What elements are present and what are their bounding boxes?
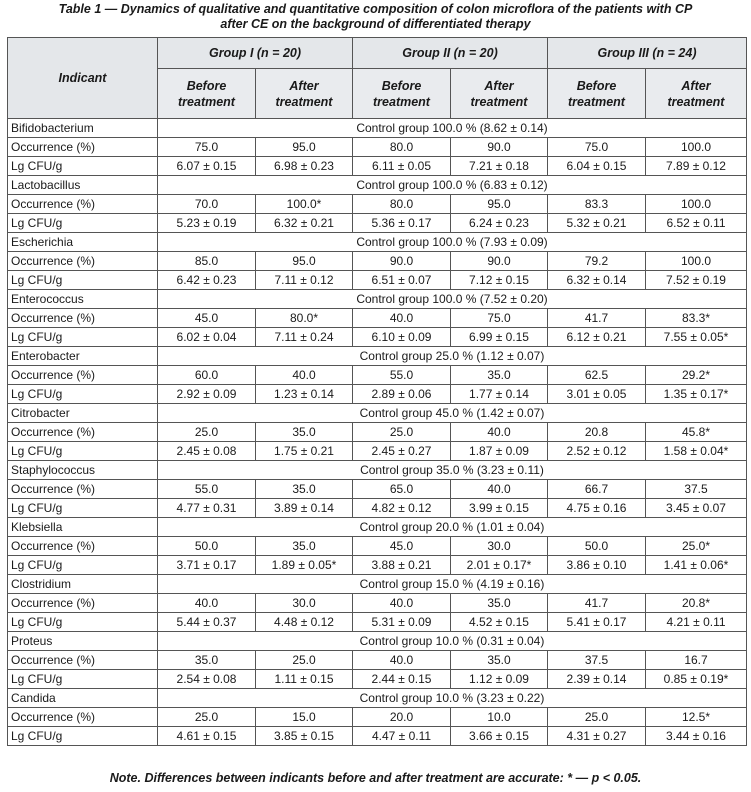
row-label: Lg CFU/g xyxy=(8,157,158,176)
before-treatment-header: Before treatment xyxy=(353,69,451,119)
row-label: Occurrence (%) xyxy=(8,651,158,670)
row-label: Occurrence (%) xyxy=(8,138,158,157)
organism-row xyxy=(8,518,747,537)
row-label: Lg CFU/g xyxy=(8,613,158,632)
value-cell: 12.5* xyxy=(646,708,747,727)
value-cell: 35.0 xyxy=(451,366,548,385)
value-cell: 50.0 xyxy=(158,537,256,556)
after-treatment-header: After treatment xyxy=(646,69,747,119)
value-cell: 40.0 xyxy=(451,480,548,499)
before-treatment-header: Before treatment xyxy=(548,69,646,119)
group-header: Group I (n = 20) xyxy=(158,38,353,69)
value-cell: 4.75 ± 0.16 xyxy=(548,499,646,518)
occurrence-row xyxy=(8,195,747,214)
organism-name: Proteus xyxy=(8,632,158,651)
lg-cfu-row xyxy=(8,670,747,689)
value-cell: 4.31 ± 0.27 xyxy=(548,727,646,746)
value-cell: 1.11 ± 0.15 xyxy=(256,670,353,689)
organism-name: Clostridium xyxy=(8,575,158,594)
value-cell: 100.0* xyxy=(256,195,353,214)
value-cell: 4.21 ± 0.11 xyxy=(646,613,747,632)
value-cell: 3.88 ± 0.21 xyxy=(353,556,451,575)
value-cell: 80.0 xyxy=(353,195,451,214)
value-cell: 4.47 ± 0.11 xyxy=(353,727,451,746)
row-label: Lg CFU/g xyxy=(8,556,158,575)
row-label: Occurrence (%) xyxy=(8,708,158,727)
value-cell: 25.0 xyxy=(353,423,451,442)
value-cell: 75.0 xyxy=(548,138,646,157)
value-cell: 75.0 xyxy=(158,138,256,157)
occurrence-row xyxy=(8,651,747,670)
value-cell: 3.44 ± 0.16 xyxy=(646,727,747,746)
value-cell: 7.11 ± 0.12 xyxy=(256,271,353,290)
value-cell: 25.0 xyxy=(256,651,353,670)
value-cell: 7.89 ± 0.12 xyxy=(646,157,747,176)
table-note: Note. Differences between indicants before and after treatment are accurate: * — p < 0.05. xyxy=(109,771,642,785)
value-cell: 2.45 ± 0.08 xyxy=(158,442,256,461)
group-header: Group II (n = 20) xyxy=(353,38,548,69)
value-cell: 6.04 ± 0.15 xyxy=(548,157,646,176)
value-cell: 3.89 ± 0.14 xyxy=(256,499,353,518)
row-label: Occurrence (%) xyxy=(8,195,158,214)
organism-name: Candida xyxy=(8,689,158,708)
value-cell: 55.0 xyxy=(353,366,451,385)
row-label: Lg CFU/g xyxy=(8,385,158,404)
value-cell: 25.0* xyxy=(646,537,747,556)
value-cell: 4.48 ± 0.12 xyxy=(256,613,353,632)
value-cell: 6.24 ± 0.23 xyxy=(451,214,548,233)
organism-row xyxy=(8,575,747,594)
after-treatment-header: After treatment xyxy=(451,69,548,119)
occurrence-row xyxy=(8,708,747,727)
value-cell: 3.66 ± 0.15 xyxy=(451,727,548,746)
value-cell: 7.11 ± 0.24 xyxy=(256,328,353,347)
value-cell: 1.23 ± 0.14 xyxy=(256,385,353,404)
caption-line-2: after CE on the background of differentiated therapy xyxy=(220,17,531,31)
value-cell: 2.45 ± 0.27 xyxy=(353,442,451,461)
value-cell: 30.0 xyxy=(256,594,353,613)
control-group-value: Control group 45.0 % (1.42 ± 0.07) xyxy=(158,404,747,423)
organism-name: Klebsiella xyxy=(8,518,158,537)
control-group-value: Control group 25.0 % (1.12 ± 0.07) xyxy=(158,347,747,366)
row-label: Lg CFU/g xyxy=(8,727,158,746)
value-cell: 15.0 xyxy=(256,708,353,727)
value-cell: 25.0 xyxy=(158,423,256,442)
table-caption xyxy=(0,0,751,34)
row-label: Lg CFU/g xyxy=(8,328,158,347)
lg-cfu-row xyxy=(8,499,747,518)
row-label: Lg CFU/g xyxy=(8,442,158,461)
organism-row xyxy=(8,347,747,366)
header-row-groups xyxy=(8,38,747,69)
control-group-value: Control group 15.0 % (4.19 ± 0.16) xyxy=(158,575,747,594)
value-cell: 7.55 ± 0.05* xyxy=(646,328,747,347)
control-group-value: Control group 20.0 % (1.01 ± 0.04) xyxy=(158,518,747,537)
value-cell: 6.02 ± 0.04 xyxy=(158,328,256,347)
value-cell: 2.39 ± 0.14 xyxy=(548,670,646,689)
occurrence-row xyxy=(8,594,747,613)
organism-row xyxy=(8,404,747,423)
value-cell: 3.99 ± 0.15 xyxy=(451,499,548,518)
value-cell: 2.52 ± 0.12 xyxy=(548,442,646,461)
value-cell: 6.42 ± 0.23 xyxy=(158,271,256,290)
value-cell: 20.8 xyxy=(548,423,646,442)
value-cell: 35.0 xyxy=(256,537,353,556)
organism-row xyxy=(8,233,747,252)
before-treatment-header: Before treatment xyxy=(158,69,256,119)
table-body xyxy=(8,119,747,746)
value-cell: 90.0 xyxy=(451,252,548,271)
value-cell: 0.85 ± 0.19* xyxy=(646,670,747,689)
group-header: Group III (n = 24) xyxy=(548,38,747,69)
row-label: Lg CFU/g xyxy=(8,670,158,689)
row-label: Occurrence (%) xyxy=(8,366,158,385)
value-cell: 5.32 ± 0.21 xyxy=(548,214,646,233)
control-group-value: Control group 100.0 % (8.62 ± 0.14) xyxy=(158,119,747,138)
value-cell: 80.0* xyxy=(256,309,353,328)
after-treatment-header: After treatment xyxy=(256,69,353,119)
value-cell: 40.0 xyxy=(353,651,451,670)
value-cell: 6.07 ± 0.15 xyxy=(158,157,256,176)
value-cell: 5.31 ± 0.09 xyxy=(353,613,451,632)
value-cell: 75.0 xyxy=(451,309,548,328)
organism-row xyxy=(8,632,747,651)
value-cell: 1.89 ± 0.05* xyxy=(256,556,353,575)
organism-name: Bifidobacterium xyxy=(8,119,158,138)
value-cell: 6.10 ± 0.09 xyxy=(353,328,451,347)
value-cell: 40.0 xyxy=(353,594,451,613)
value-cell: 100.0 xyxy=(646,252,747,271)
value-cell: 6.11 ± 0.05 xyxy=(353,157,451,176)
row-label: Occurrence (%) xyxy=(8,537,158,556)
occurrence-row xyxy=(8,423,747,442)
caption-line-1: Table 1 — Dynamics of qualitative and quantitative composition of colon microflora of the patients with CP xyxy=(58,2,693,16)
value-cell: 20.8* xyxy=(646,594,747,613)
row-label: Occurrence (%) xyxy=(8,594,158,613)
row-label: Lg CFU/g xyxy=(8,214,158,233)
value-cell: 30.0 xyxy=(451,537,548,556)
value-cell: 3.71 ± 0.17 xyxy=(158,556,256,575)
value-cell: 45.0 xyxy=(158,309,256,328)
value-cell: 83.3* xyxy=(646,309,747,328)
value-cell: 90.0 xyxy=(353,252,451,271)
value-cell: 50.0 xyxy=(548,537,646,556)
value-cell: 2.54 ± 0.08 xyxy=(158,670,256,689)
value-cell: 37.5 xyxy=(646,480,747,499)
occurrence-row xyxy=(8,309,747,328)
value-cell: 55.0 xyxy=(158,480,256,499)
value-cell: 6.52 ± 0.11 xyxy=(646,214,747,233)
value-cell: 6.32 ± 0.21 xyxy=(256,214,353,233)
organism-name: Citrobacter xyxy=(8,404,158,423)
value-cell: 5.44 ± 0.37 xyxy=(158,613,256,632)
row-label: Lg CFU/g xyxy=(8,271,158,290)
organism-name: Enterobacter xyxy=(8,347,158,366)
value-cell: 5.41 ± 0.17 xyxy=(548,613,646,632)
value-cell: 6.99 ± 0.15 xyxy=(451,328,548,347)
lg-cfu-row xyxy=(8,214,747,233)
value-cell: 10.0 xyxy=(451,708,548,727)
value-cell: 6.32 ± 0.14 xyxy=(548,271,646,290)
lg-cfu-row xyxy=(8,442,747,461)
control-group-value: Control group 100.0 % (6.83 ± 0.12) xyxy=(158,176,747,195)
organism-row xyxy=(8,689,747,708)
value-cell: 65.0 xyxy=(353,480,451,499)
control-group-value: Control group 10.0 % (0.31 ± 0.04) xyxy=(158,632,747,651)
value-cell: 4.82 ± 0.12 xyxy=(353,499,451,518)
value-cell: 5.23 ± 0.19 xyxy=(158,214,256,233)
value-cell: 4.77 ± 0.31 xyxy=(158,499,256,518)
row-label: Occurrence (%) xyxy=(8,309,158,328)
value-cell: 95.0 xyxy=(451,195,548,214)
lg-cfu-row xyxy=(8,328,747,347)
control-group-value: Control group 35.0 % (3.23 ± 0.11) xyxy=(158,461,747,480)
organism-name: Staphylococcus xyxy=(8,461,158,480)
value-cell: 1.58 ± 0.04* xyxy=(646,442,747,461)
value-cell: 79.2 xyxy=(548,252,646,271)
organism-row xyxy=(8,290,747,309)
value-cell: 45.8* xyxy=(646,423,747,442)
lg-cfu-row xyxy=(8,727,747,746)
lg-cfu-row xyxy=(8,385,747,404)
value-cell: 3.85 ± 0.15 xyxy=(256,727,353,746)
value-cell: 95.0 xyxy=(256,252,353,271)
organism-row xyxy=(8,176,747,195)
value-cell: 1.87 ± 0.09 xyxy=(451,442,548,461)
organism-name: Escherichia xyxy=(8,233,158,252)
microflora-table xyxy=(7,37,747,746)
value-cell: 40.0 xyxy=(158,594,256,613)
organism-name: Enterococcus xyxy=(8,290,158,309)
row-label: Occurrence (%) xyxy=(8,252,158,271)
value-cell: 4.61 ± 0.15 xyxy=(158,727,256,746)
value-cell: 90.0 xyxy=(451,138,548,157)
lg-cfu-row xyxy=(8,157,747,176)
value-cell: 3.45 ± 0.07 xyxy=(646,499,747,518)
value-cell: 62.5 xyxy=(548,366,646,385)
value-cell: 25.0 xyxy=(158,708,256,727)
value-cell: 70.0 xyxy=(158,195,256,214)
value-cell: 95.0 xyxy=(256,138,353,157)
lg-cfu-row xyxy=(8,613,747,632)
occurrence-row xyxy=(8,252,747,271)
value-cell: 6.12 ± 0.21 xyxy=(548,328,646,347)
lg-cfu-row xyxy=(8,271,747,290)
value-cell: 25.0 xyxy=(548,708,646,727)
value-cell: 2.92 ± 0.09 xyxy=(158,385,256,404)
value-cell: 35.0 xyxy=(256,480,353,499)
value-cell: 6.98 ± 0.23 xyxy=(256,157,353,176)
control-group-value: Control group 100.0 % (7.52 ± 0.20) xyxy=(158,290,747,309)
value-cell: 5.36 ± 0.17 xyxy=(353,214,451,233)
value-cell: 1.12 ± 0.09 xyxy=(451,670,548,689)
value-cell: 35.0 xyxy=(451,651,548,670)
value-cell: 20.0 xyxy=(353,708,451,727)
value-cell: 2.01 ± 0.17* xyxy=(451,556,548,575)
organism-row xyxy=(8,119,747,138)
value-cell: 41.7 xyxy=(548,309,646,328)
control-group-value: Control group 100.0 % (7.93 ± 0.09) xyxy=(158,233,747,252)
value-cell: 83.3 xyxy=(548,195,646,214)
organism-name: Lactobacillus xyxy=(8,176,158,195)
value-cell: 16.7 xyxy=(646,651,747,670)
value-cell: 3.86 ± 0.10 xyxy=(548,556,646,575)
value-cell: 2.44 ± 0.15 xyxy=(353,670,451,689)
value-cell: 40.0 xyxy=(256,366,353,385)
value-cell: 1.41 ± 0.06* xyxy=(646,556,747,575)
organism-row xyxy=(8,461,747,480)
occurrence-row xyxy=(8,537,747,556)
value-cell: 35.0 xyxy=(451,594,548,613)
value-cell: 29.2* xyxy=(646,366,747,385)
value-cell: 6.51 ± 0.07 xyxy=(353,271,451,290)
indicant-header: Indicant xyxy=(8,38,158,119)
row-label: Lg CFU/g xyxy=(8,499,158,518)
value-cell: 100.0 xyxy=(646,195,747,214)
value-cell: 2.89 ± 0.06 xyxy=(353,385,451,404)
value-cell: 80.0 xyxy=(353,138,451,157)
control-group-value: Control group 10.0 % (3.23 ± 0.22) xyxy=(158,689,747,708)
value-cell: 60.0 xyxy=(158,366,256,385)
row-label: Occurrence (%) xyxy=(8,423,158,442)
value-cell: 66.7 xyxy=(548,480,646,499)
value-cell: 100.0 xyxy=(646,138,747,157)
value-cell: 41.7 xyxy=(548,594,646,613)
value-cell: 40.0 xyxy=(353,309,451,328)
value-cell: 35.0 xyxy=(158,651,256,670)
value-cell: 3.01 ± 0.05 xyxy=(548,385,646,404)
occurrence-row xyxy=(8,138,747,157)
value-cell: 45.0 xyxy=(353,537,451,556)
value-cell: 1.35 ± 0.17* xyxy=(646,385,747,404)
value-cell: 37.5 xyxy=(548,651,646,670)
value-cell: 7.52 ± 0.19 xyxy=(646,271,747,290)
value-cell: 1.75 ± 0.21 xyxy=(256,442,353,461)
occurrence-row xyxy=(8,366,747,385)
value-cell: 85.0 xyxy=(158,252,256,271)
value-cell: 4.52 ± 0.15 xyxy=(451,613,548,632)
value-cell: 40.0 xyxy=(451,423,548,442)
row-label: Occurrence (%) xyxy=(8,480,158,499)
lg-cfu-row xyxy=(8,556,747,575)
value-cell: 35.0 xyxy=(256,423,353,442)
value-cell: 7.21 ± 0.18 xyxy=(451,157,548,176)
value-cell: 1.77 ± 0.14 xyxy=(451,385,548,404)
value-cell: 7.12 ± 0.15 xyxy=(451,271,548,290)
occurrence-row xyxy=(8,480,747,499)
